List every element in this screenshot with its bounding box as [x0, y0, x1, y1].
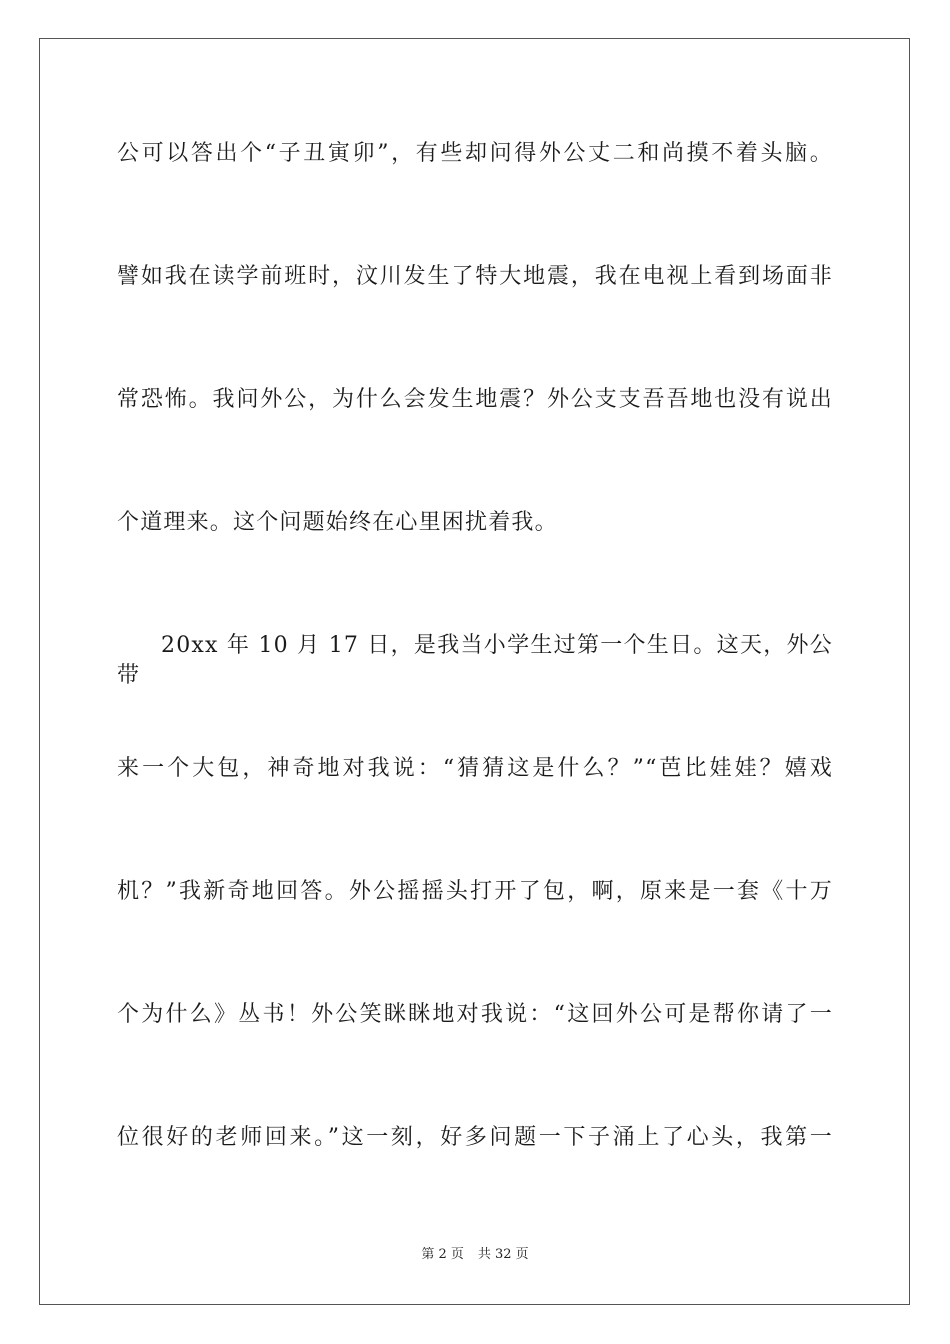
page-number: 第 2 页: [421, 1247, 464, 1262]
text-line-8: 个为什么》丛书！外公笑眯眯地对我说：“这回外公可是帮你请了一: [117, 1002, 833, 1027]
page-total: 共 32 页: [477, 1247, 529, 1262]
text-line-7: 机？”我新奇地回答。外公摇摇头打开了包，啊，原来是一套《十万: [117, 879, 833, 904]
page-footer: [0, 1246, 950, 1264]
text-line-9: 位很好的老师回来。”这一刻，好多问题一下子涌上了心头，我第一: [117, 1125, 833, 1150]
text-line-5: 20xx 年 10 月 17 日，是我当小学生过第一个生日。这天，外公带: [117, 633, 833, 688]
text-line-4: 个道理来。这个问题始终在心里困扰着我。: [117, 510, 558, 535]
text-line-3: 常恐怖。我问外公，为什么会发生地震？外公支支吾吾地也没有说出: [117, 387, 833, 412]
text-line-2: 譬如我在读学前班时，汶川发生了特大地震，我在电视上看到场面非: [117, 264, 833, 289]
text-line-1: 公可以答出个“子丑寅卯”，有些却问得外公丈二和尚摸不着头脑。: [117, 141, 833, 166]
text-line-6: 来一个大包，神奇地对我说：“猜猜这是什么？”“芭比娃娃？嬉戏: [117, 756, 833, 781]
